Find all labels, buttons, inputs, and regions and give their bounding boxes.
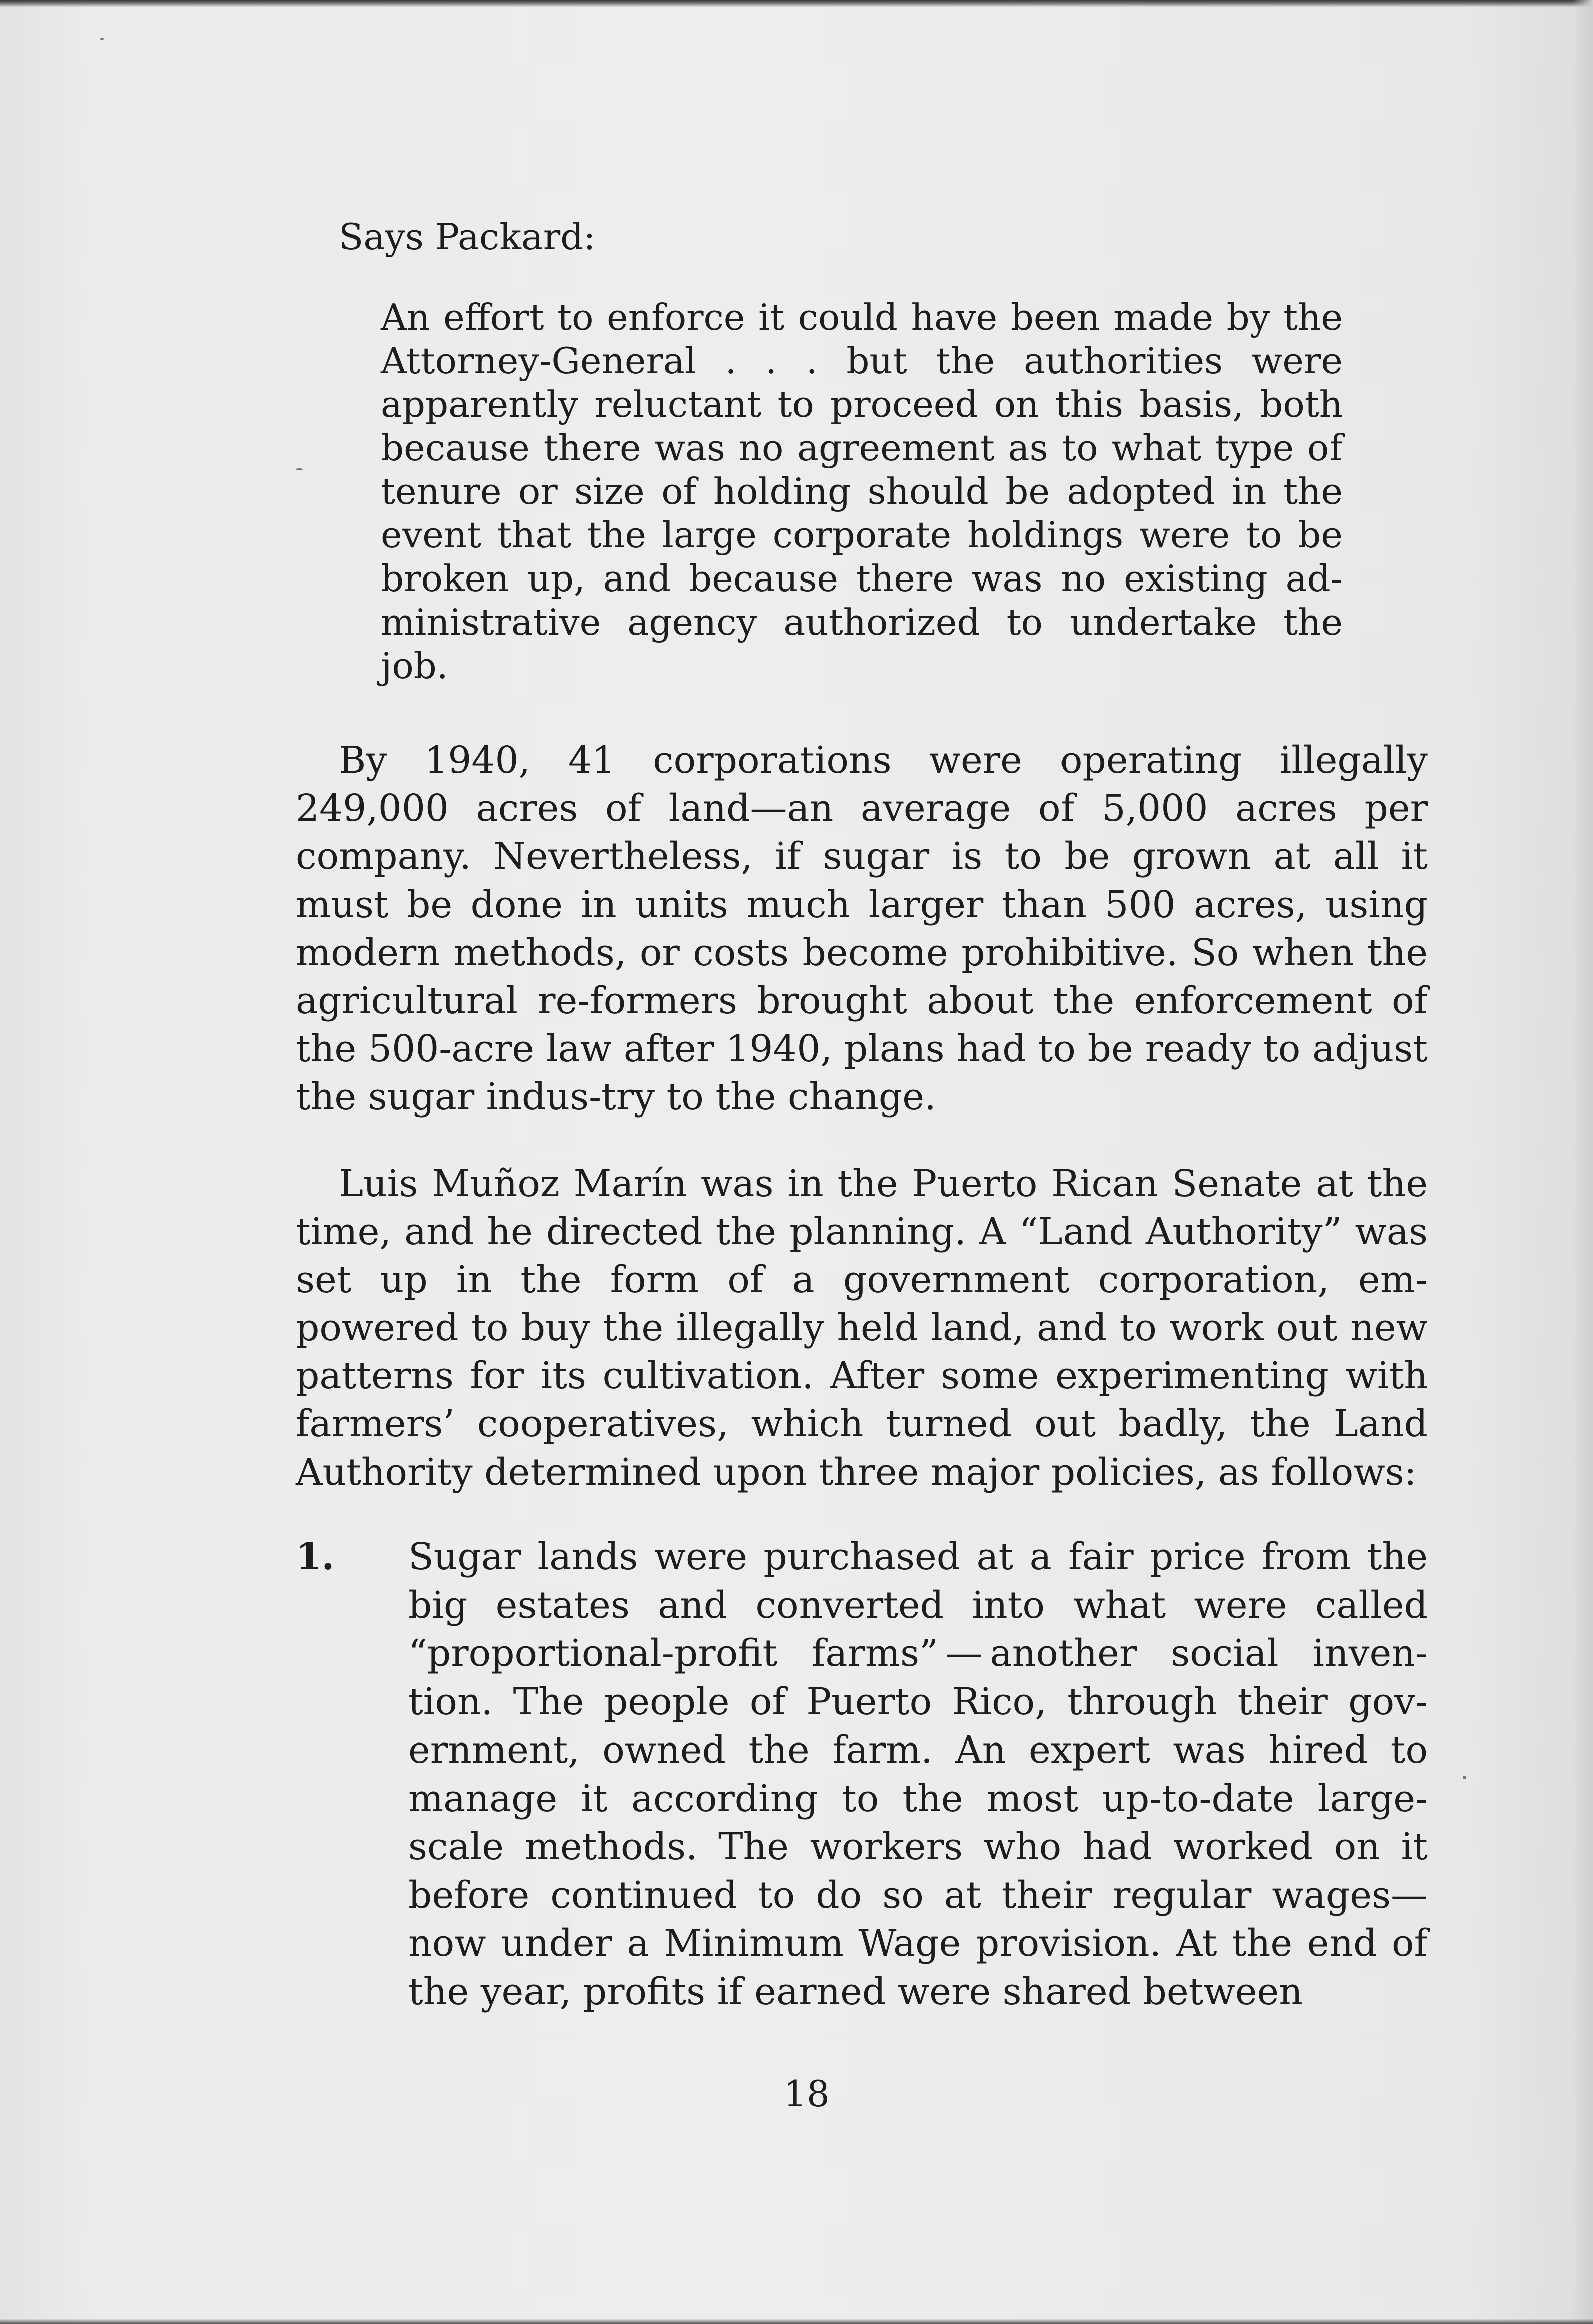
intro-line: Says Packard: (339, 216, 596, 258)
list-item-text: Sugar lands were purchased at a fair price from the big estates and converted into what were called “proportional-profit farms” — another social inven-tion. The people of Puerto Rico, through their gov-ernment, owned the farm. An expert was hired to manage it according to the most up-to-date large-scale methods. The workers who had worked on it before continued to do so at their regular wages—now under a Minimum Wage provision. At the end of the year, profits if earned were shared between (408, 1535, 1428, 2013)
scan-speck (1463, 1776, 1466, 1779)
scan-top-edge (0, 0, 1593, 7)
block-quote: An effort to enforce it could have been made by the Attorney-General . . . but the authorities were apparently reluctant to proceed on this basis, both because there was no agreement as to what type of tenure or size of holding should be adopted in the event that the large corporate holdings were to be broken up, and because there was no existing ad-ministrative agency authorized to undertake the job. (381, 296, 1343, 687)
scan-right-edge (1573, 0, 1593, 2324)
scan-bottom-edge (0, 2319, 1593, 2324)
list-item-number: 1. (296, 1535, 335, 1578)
paragraph-2: Luis Muñoz Marín was in the Puerto Rican Senate at the time, and he directed the planning. A “Land Authority” was set up in the form of a government corporation, em-powered to buy the illegally held land, and to work out new patterns for its cultivation. After some experimenting with farmers’ cooperatives, which turned out badly, the Land Authority determined upon three major policies, as follows: (296, 1162, 1428, 1494)
scan-speck (296, 468, 303, 470)
paragraph-1: By 1940, 41 corporations were operating illegally 249,000 acres of land—an average of 5,000 acres per company. Nevertheless, if sugar is to be grown at all it must be done in units much larger than 500 acres, using modern methods, or costs become prohibitive. So when the agricultural re-formers brought about the enforcement of the 500-acre law after 1940, plans had to be ready to adjust the sugar indus-try to the change. (296, 739, 1428, 1118)
scan-speck (100, 38, 104, 40)
page-number: 18 (783, 2073, 830, 2115)
